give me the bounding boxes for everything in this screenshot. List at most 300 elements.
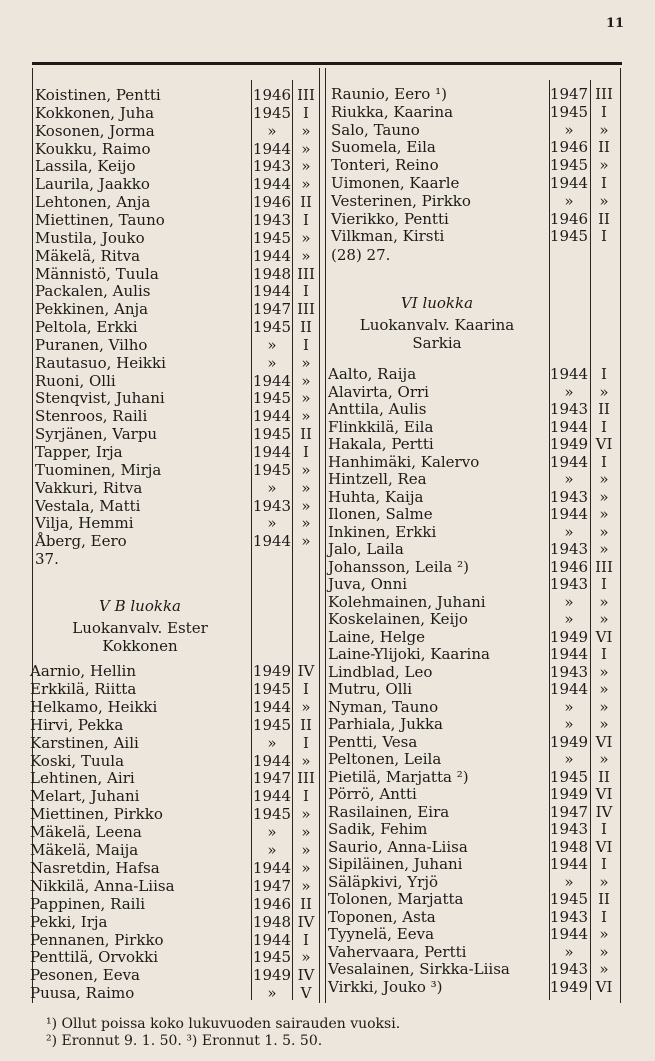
student-row [328, 751, 618, 769]
student-name: Riukka, Kaarina [331, 102, 454, 121]
student-row [328, 944, 618, 962]
student-name: Kosonen, Jorma [35, 121, 155, 140]
birth-year: 1944 [549, 645, 589, 663]
birth-year: 1944 [549, 452, 589, 471]
student-row [35, 105, 325, 123]
class-level: » [599, 680, 609, 698]
student-name: Nikkilä, Anna-Liisa [30, 876, 175, 895]
birth-year: 1943 [549, 907, 589, 926]
column-rule [325, 68, 326, 1003]
birth-year: 1944 [252, 858, 292, 877]
student-name: Raunio, Eero ¹) [331, 85, 447, 103]
footnote-1: ¹) Ollut poissa koko lukuvuoden sairauden vuoksi. [46, 1016, 401, 1032]
student-name: Toponen, Asta [328, 907, 436, 926]
class-level: I [303, 210, 309, 229]
birth-year: » [267, 121, 277, 140]
class-level: » [599, 382, 609, 401]
student-row [328, 559, 618, 577]
class-level: » [599, 470, 609, 488]
student-name: Vierikko, Pentti [331, 209, 449, 228]
class-level: I [303, 443, 309, 461]
student-row [30, 753, 320, 771]
student-row [35, 498, 325, 516]
birth-year: » [564, 470, 574, 488]
student-name: Tonteri, Reino [331, 156, 439, 175]
student-name: Mustila, Jouko [35, 228, 145, 247]
birth-year: 1947 [252, 300, 292, 319]
student-name: Hintzell, Rea [328, 470, 427, 488]
student-row [328, 839, 618, 857]
birth-year: » [564, 120, 574, 139]
class-level: » [599, 697, 609, 716]
class-level: » [599, 487, 609, 506]
student-row [328, 646, 618, 664]
student-row [331, 157, 621, 175]
class-level: VI [595, 977, 613, 996]
birth-year: 1945 [549, 102, 589, 121]
student-name: Peltonen, Leila [328, 750, 442, 768]
birth-year: » [564, 750, 574, 768]
class-level: II [598, 209, 610, 228]
student-row [35, 337, 325, 355]
student-name: Vahervaara, Pertti [328, 942, 467, 961]
student-row [328, 524, 618, 542]
right-total: (28) 27. [331, 246, 391, 264]
student-name: Melart, Juhani [30, 787, 140, 806]
student-name: Vakkuri, Ritva [35, 478, 143, 497]
student-name: Flinkkilä, Eila [328, 417, 434, 436]
birth-year: 1949 [549, 435, 589, 453]
birth-year: 1948 [549, 837, 589, 856]
student-name: Lehtinen, Airi [30, 769, 135, 788]
student-row [328, 961, 618, 979]
birth-year: 1944 [549, 417, 589, 436]
birth-year: 1945 [549, 767, 589, 786]
birth-year: » [564, 382, 574, 401]
student-row [35, 141, 325, 159]
class-level: » [599, 505, 609, 523]
student-row [30, 914, 320, 932]
class-level: III [595, 85, 613, 103]
class-level: I [601, 102, 607, 121]
student-name: Puusa, Raimo [30, 984, 135, 1003]
birth-year: 1944 [549, 174, 589, 192]
class-level: » [301, 175, 311, 194]
class-level: I [601, 365, 607, 383]
student-name: Hakala, Pertti [328, 435, 434, 453]
student-name: Mäkelä, Maija [30, 841, 139, 859]
student-name: Erkkilä, Riitta [30, 679, 137, 698]
class-level: » [599, 750, 609, 768]
birth-year: » [267, 335, 277, 354]
student-row [35, 480, 325, 498]
student-row [35, 515, 325, 533]
student-name: Mäkelä, Ritva [35, 246, 141, 265]
class-level: » [301, 478, 311, 497]
birth-year: 1949 [549, 627, 589, 646]
student-row [30, 663, 320, 681]
birth-year: 1944 [252, 371, 292, 390]
birth-year: 1943 [549, 487, 589, 506]
birth-year: 1945 [252, 948, 292, 967]
birth-year: » [564, 191, 574, 210]
student-row [331, 139, 621, 157]
student-row [30, 717, 320, 735]
student-row [328, 804, 618, 822]
student-name: Saurio, Anna-Liisa [328, 837, 468, 856]
student-row [328, 926, 618, 944]
class-level: » [599, 925, 609, 943]
student-row [30, 860, 320, 878]
birth-year: 1943 [252, 210, 292, 229]
student-row [35, 123, 325, 141]
birth-year: 1944 [252, 532, 292, 551]
student-name: Sadik, Fehim [328, 820, 428, 838]
class-level: » [301, 841, 311, 859]
birth-year: 1943 [549, 400, 589, 418]
class-level: » [301, 157, 311, 176]
student-name: Helkamo, Heikki [30, 697, 158, 716]
student-name: Karstinen, Aili [30, 733, 139, 752]
student-name: Jalo, Laila [328, 540, 404, 558]
vi-teacher-line-2: Sarkia [412, 334, 462, 352]
class-level: I [601, 417, 607, 436]
student-row [328, 541, 618, 559]
vb-teacher-line-2: Kokkonen [102, 637, 178, 655]
class-level: I [601, 645, 607, 663]
class-level: » [301, 139, 311, 158]
student-name: Pappinen, Raili [30, 894, 146, 913]
student-row [35, 301, 325, 319]
class-level: IV [297, 912, 315, 931]
class-level: IV [297, 966, 315, 985]
student-row [30, 878, 320, 896]
student-name: Penttilä, Orvokki [30, 948, 159, 967]
birth-year: 1945 [549, 156, 589, 175]
birth-year: 1948 [252, 912, 292, 931]
class-level: II [598, 400, 610, 418]
student-name: Mutru, Olli [328, 680, 413, 698]
birth-year: 1944 [252, 139, 292, 158]
birth-year: 1945 [252, 715, 292, 734]
student-row [331, 211, 621, 229]
student-row [35, 212, 325, 230]
student-name: Hirvi, Pekka [30, 715, 124, 734]
class-level: » [301, 389, 311, 408]
class-level: » [599, 872, 609, 891]
student-name: Kolehmainen, Juhani [328, 592, 486, 611]
student-row [35, 176, 325, 194]
birth-year: 1946 [549, 138, 589, 157]
class-level: I [601, 575, 607, 593]
class-level: II [598, 138, 610, 157]
student-row [328, 576, 618, 594]
student-row [30, 842, 320, 860]
student-name: Rautasuo, Heikki [35, 353, 166, 372]
student-name: Hanhimäki, Kalervo [328, 452, 480, 471]
birth-year: 1945 [252, 679, 292, 698]
class-level: IV [595, 802, 613, 821]
student-row [35, 444, 325, 462]
class-level: II [300, 715, 312, 734]
student-row [328, 699, 618, 717]
birth-year: 1945 [549, 227, 589, 246]
student-row [331, 104, 621, 122]
student-row [331, 175, 621, 193]
birth-year: 1947 [252, 876, 292, 895]
student-name: Nyman, Tauno [328, 697, 439, 716]
class-level: II [300, 894, 312, 913]
class-level: » [599, 540, 609, 558]
class-level: I [601, 227, 607, 246]
class-level: » [301, 407, 311, 426]
student-row [35, 87, 325, 105]
birth-year: » [267, 733, 277, 752]
student-row [30, 699, 320, 717]
student-name: Koistinen, Pentti [35, 86, 161, 104]
student-row [328, 909, 618, 927]
student-name: Miettinen, Tauno [35, 210, 165, 229]
student-name: Koukku, Raimo [35, 139, 151, 158]
class-level: III [595, 557, 613, 576]
class-level: » [301, 823, 311, 842]
birth-year: 1945 [252, 460, 292, 479]
class-level: I [303, 679, 309, 698]
student-name: Pietilä, Marjatta ²) [328, 767, 469, 786]
student-name: Mäkelä, Leena [30, 823, 142, 842]
student-row [30, 896, 320, 914]
student-name: Pekki, Irja [30, 912, 108, 931]
student-row [35, 373, 325, 391]
class-level: » [301, 460, 311, 479]
student-name: Laine, Helge [328, 627, 426, 646]
birth-year: 1944 [252, 246, 292, 265]
student-row [35, 533, 325, 551]
student-name: Pesonen, Eeva [30, 966, 141, 985]
student-row [328, 979, 618, 997]
birth-year: 1945 [252, 228, 292, 247]
birth-year: » [267, 353, 277, 372]
student-name: Lassila, Keijo [35, 157, 136, 176]
birth-year: » [564, 592, 574, 611]
student-row [35, 426, 325, 444]
birth-year: » [267, 478, 277, 497]
student-name: Tuominen, Mirja [35, 460, 162, 479]
student-name: Lindblad, Leo [328, 662, 433, 681]
birth-year: 1946 [252, 894, 292, 913]
student-row [30, 681, 320, 699]
birth-year: 1945 [252, 805, 292, 824]
birth-year: 1943 [252, 496, 292, 515]
birth-year: 1943 [252, 157, 292, 176]
class-level: I [303, 103, 309, 122]
birth-year: 1944 [252, 175, 292, 194]
student-name: Pentti, Vesa [328, 732, 418, 751]
student-row [35, 408, 325, 426]
class-level: VI [595, 837, 613, 856]
birth-year: 1943 [549, 960, 589, 978]
class-level: » [599, 662, 609, 681]
footnote-2: ²) Eronnut 9. 1. 50. ³) Eronnut 1. 5. 50. [46, 1033, 323, 1049]
page-number: 11 [606, 16, 625, 31]
class-level: II [300, 318, 312, 337]
birth-year: 1944 [549, 680, 589, 698]
birth-year: 1945 [252, 389, 292, 408]
left-total: 37. [35, 550, 59, 568]
class-level: » [301, 532, 311, 551]
student-row [35, 230, 325, 248]
class-level: » [599, 715, 609, 733]
student-name: Huhta, Kaija [328, 487, 424, 506]
birth-year: 1944 [252, 697, 292, 716]
student-row [328, 611, 618, 629]
student-name: Aarnio, Hellin [30, 662, 136, 680]
birth-year: » [267, 984, 277, 1003]
student-name: Tolonen, Marjatta [328, 890, 464, 908]
birth-year: 1947 [549, 85, 589, 103]
student-row [30, 985, 320, 1003]
birth-year: 1945 [252, 318, 292, 337]
class-level: » [301, 514, 311, 533]
student-row [328, 436, 618, 454]
student-name: Pörrö, Antti [328, 785, 417, 803]
student-row [331, 86, 621, 104]
student-name: Suomela, Eila [331, 138, 436, 157]
birth-year: 1948 [252, 264, 292, 283]
student-name: Stenqvist, Juhani [35, 389, 165, 408]
birth-year: 1943 [549, 575, 589, 593]
birth-year: 1949 [549, 977, 589, 996]
class-level: IV [297, 662, 315, 680]
birth-year: 1949 [549, 785, 589, 803]
class-level: VI [595, 435, 613, 453]
class-level: I [601, 855, 607, 873]
class-level: » [301, 228, 311, 247]
student-row [331, 193, 621, 211]
student-name: Inkinen, Erkki [328, 522, 437, 541]
class-level: III [297, 264, 315, 283]
birth-year: 1945 [252, 425, 292, 444]
student-name: Rasilainen, Eira [328, 802, 450, 821]
student-name: Johansson, Leila ²) [328, 557, 469, 576]
birth-year: 1944 [252, 751, 292, 770]
birth-year: 1944 [549, 925, 589, 943]
birth-year: » [267, 823, 277, 842]
student-name: Miettinen, Pirkko [30, 805, 163, 824]
student-row [35, 248, 325, 266]
student-row [328, 891, 618, 909]
vi-class-heading: VI luokka [400, 294, 474, 312]
class-level: V [300, 984, 312, 1003]
birth-year: 1944 [549, 365, 589, 383]
student-row [328, 366, 618, 384]
student-row [35, 158, 325, 176]
student-row [328, 716, 618, 734]
class-level: » [301, 496, 311, 515]
class-level: I [601, 174, 607, 192]
student-row [328, 506, 618, 524]
student-row [35, 283, 325, 301]
student-row [30, 806, 320, 824]
student-row [328, 821, 618, 839]
class-level: » [599, 592, 609, 611]
student-name: Vesterinen, Pirkko [331, 191, 471, 210]
student-name: Stenroos, Raili [35, 407, 148, 426]
top-rule [32, 62, 622, 65]
class-level: » [599, 156, 609, 175]
class-level: III [297, 769, 315, 788]
student-row [328, 786, 618, 804]
student-name: Laurila, Jaakko [35, 175, 150, 194]
student-row [35, 319, 325, 337]
student-row [328, 856, 618, 874]
student-row [30, 949, 320, 967]
class-level: I [601, 452, 607, 471]
birth-year: » [564, 942, 574, 961]
student-row [328, 489, 618, 507]
birth-year: 1944 [252, 930, 292, 949]
class-level: » [599, 522, 609, 541]
student-name: Vilkman, Kirsti [331, 227, 445, 246]
student-row [30, 735, 320, 753]
student-row [331, 228, 621, 246]
student-row [328, 419, 618, 437]
birth-year: 1944 [252, 407, 292, 426]
student-name: Virkki, Jouko ³) [328, 977, 443, 996]
class-level: II [300, 193, 312, 212]
student-row [328, 734, 618, 752]
student-name: Nasretdin, Hafsa [30, 858, 160, 877]
student-row [30, 824, 320, 842]
birth-year: 1946 [549, 209, 589, 228]
class-level: » [301, 121, 311, 140]
student-row [30, 788, 320, 806]
student-row [35, 355, 325, 373]
birth-year: 1946 [252, 193, 292, 212]
student-name: Lehtonen, Anja [35, 193, 151, 212]
student-name: Tapper, Irja [35, 443, 123, 461]
birth-year: 1944 [252, 282, 292, 301]
student-name: Vilja, Hemmi [35, 514, 134, 533]
student-name: Kokkonen, Juha [35, 103, 155, 122]
class-level: » [301, 371, 311, 390]
class-level: III [297, 300, 315, 319]
class-level: » [301, 948, 311, 967]
birth-year: » [267, 841, 277, 859]
birth-year: 1947 [252, 769, 292, 788]
student-row [328, 681, 618, 699]
class-level: I [303, 335, 309, 354]
student-name: Koskelainen, Keijo [328, 610, 468, 628]
class-level: VI [595, 785, 613, 803]
student-name: Pennanen, Pirkko [30, 930, 164, 949]
student-row [35, 266, 325, 284]
student-name: Puranen, Vilho [35, 335, 148, 354]
student-row [328, 664, 618, 682]
class-level: » [599, 942, 609, 961]
class-level: » [301, 751, 311, 770]
student-name: Aalto, Raija [328, 365, 417, 383]
vb-class-heading: V B luokka [98, 597, 181, 615]
birth-year: 1949 [252, 966, 292, 985]
class-level: » [301, 246, 311, 265]
student-row [30, 932, 320, 950]
student-name: Åberg, Eero [35, 532, 127, 551]
student-row [30, 770, 320, 788]
student-name: Alavirta, Orri [328, 382, 429, 401]
class-level: VI [595, 732, 613, 751]
student-row [35, 462, 325, 480]
